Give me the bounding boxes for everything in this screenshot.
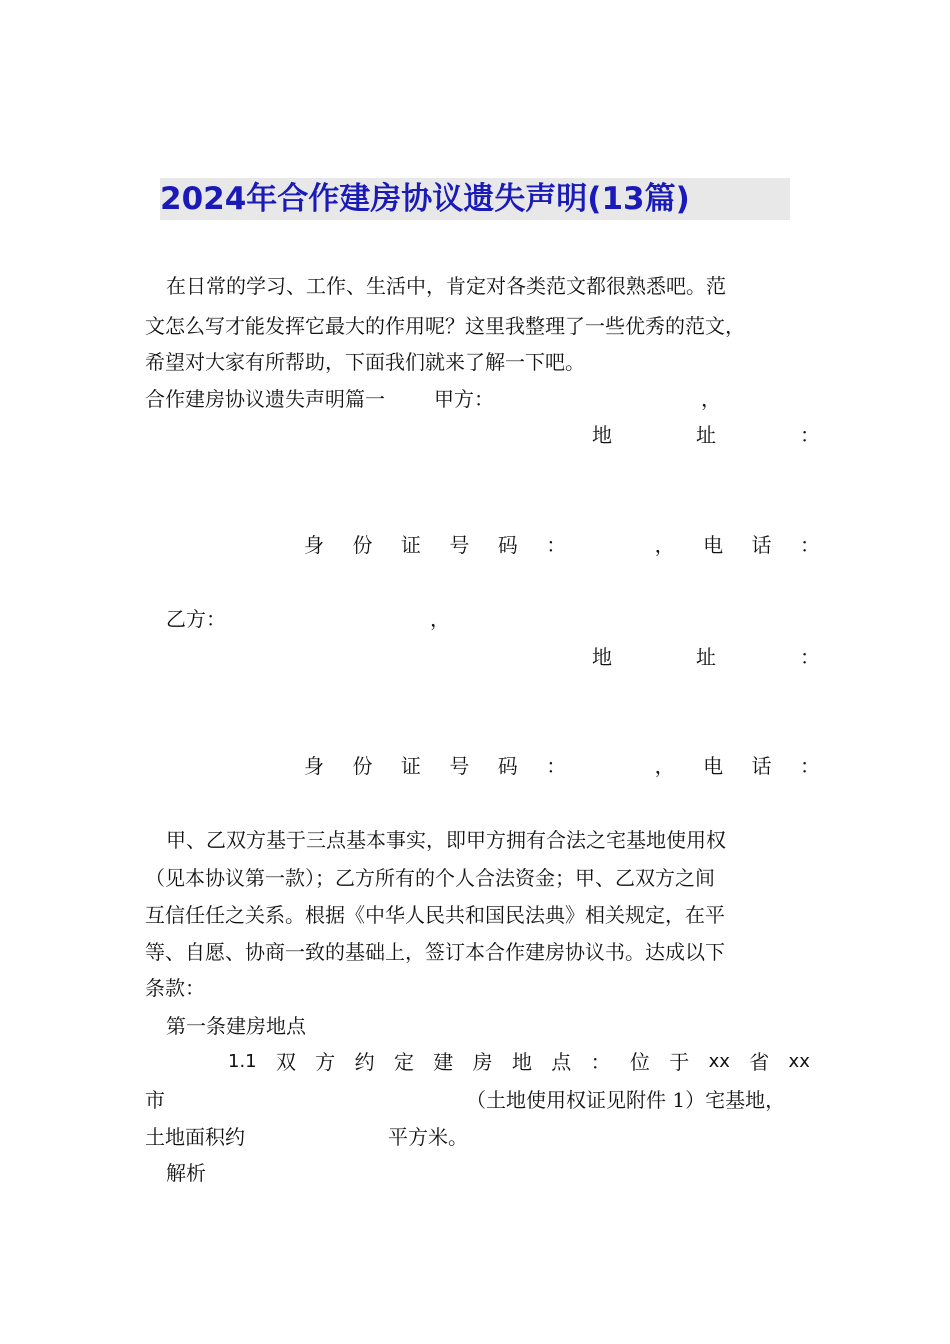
clause-char: 方 [315,1050,336,1074]
phone-char: 电 [703,533,724,557]
party-b-comma: ， [430,607,450,631]
id-char: 证 [400,754,421,778]
city-placeholder: xx [788,1051,810,1072]
id-comma: ， [654,754,675,778]
article-heading: 第一条建房地点 [166,1014,306,1038]
intro-line-3: 希望对大家有所帮助，下面我们就来了解一下吧。 [145,350,585,374]
clause-number: 1.1 [228,1051,257,1072]
body-line-1: 甲、乙双方基于三点基本事实，即甲方拥有合法之宅基地使用权 [166,828,726,852]
land-cert-text: （土地使用权证见附件 1）宅基地， [466,1088,786,1112]
province-placeholder: xx [708,1051,730,1072]
land-area-unit: 平方米。 [388,1125,468,1149]
id-char: 码 [497,533,518,557]
address-colon: ： [800,645,820,669]
id-char: 证 [400,533,421,557]
address-colon: ： [800,423,820,447]
clause-char: 定 [393,1050,414,1074]
party-a-comma: ， [701,387,721,411]
phone-char: 话 [751,754,772,778]
clause-char: 房 [472,1050,493,1074]
party-a-label: 甲方： [434,387,494,411]
id-char: 份 [352,533,373,557]
document-title: 2024年合作建房协议遗失声明(13篇) [160,178,790,220]
section-heading: 合作建房协议遗失声明篇一 [145,387,385,411]
body-line-3: 互信任任之关系。根据《中华人民共和国民法典》相关规定，在平 [145,903,725,927]
party-b-id-row [304,753,820,779]
phone-char: 话 [751,533,772,557]
clause-char: 省 [749,1050,770,1074]
analysis-label: 解析 [166,1161,206,1185]
clause-1-1-row [228,1049,810,1075]
phone-char: 电 [703,754,724,778]
land-area-label: 土地面积约 [145,1125,245,1149]
phone-colon: ： [799,754,820,778]
clause-colon: ： [590,1050,611,1074]
phone-colon: ： [799,533,820,557]
id-char: 码 [497,754,518,778]
id-char: 身 [304,754,324,778]
id-char: 身 [304,533,324,557]
city-label: 市 [145,1088,165,1112]
clause-char: 于 [669,1050,690,1074]
body-line-4: 等、自愿、协商一致的基础上，签订本合作建房协议书。达成以下 [145,940,725,964]
address-char: 址 [696,645,716,669]
clause-char: 点 [551,1050,572,1074]
clause-char: 位 [629,1050,650,1074]
address-char: 地 [592,423,612,447]
clause-char: 约 [354,1050,375,1074]
id-char: 份 [352,754,373,778]
clause-char: 双 [275,1050,296,1074]
party-b-label: 乙方： [166,607,226,631]
clause-char: 地 [511,1050,532,1074]
intro-line-2: 文怎么写才能发挥它最大的作用呢？这里我整理了一些优秀的范文， [145,314,745,338]
id-comma: ， [654,533,675,557]
party-a-id-row [304,532,820,558]
id-colon: ： [546,533,567,557]
body-line-5: 条款： [145,976,205,1000]
id-char: 号 [449,533,470,557]
party-a-address-row [592,422,820,448]
party-b-address-row [592,644,820,670]
clause-char: 建 [433,1050,454,1074]
address-char: 地 [592,645,612,669]
id-char: 号 [449,754,470,778]
id-colon: ： [546,754,567,778]
body-line-2: （见本协议第一款）；乙方所有的个人合法资金；甲、乙双方之间 [145,866,715,890]
intro-line-1: 在日常的学习、工作、生活中，肯定对各类范文都很熟悉吧。范 [166,274,726,298]
address-char: 址 [696,423,716,447]
